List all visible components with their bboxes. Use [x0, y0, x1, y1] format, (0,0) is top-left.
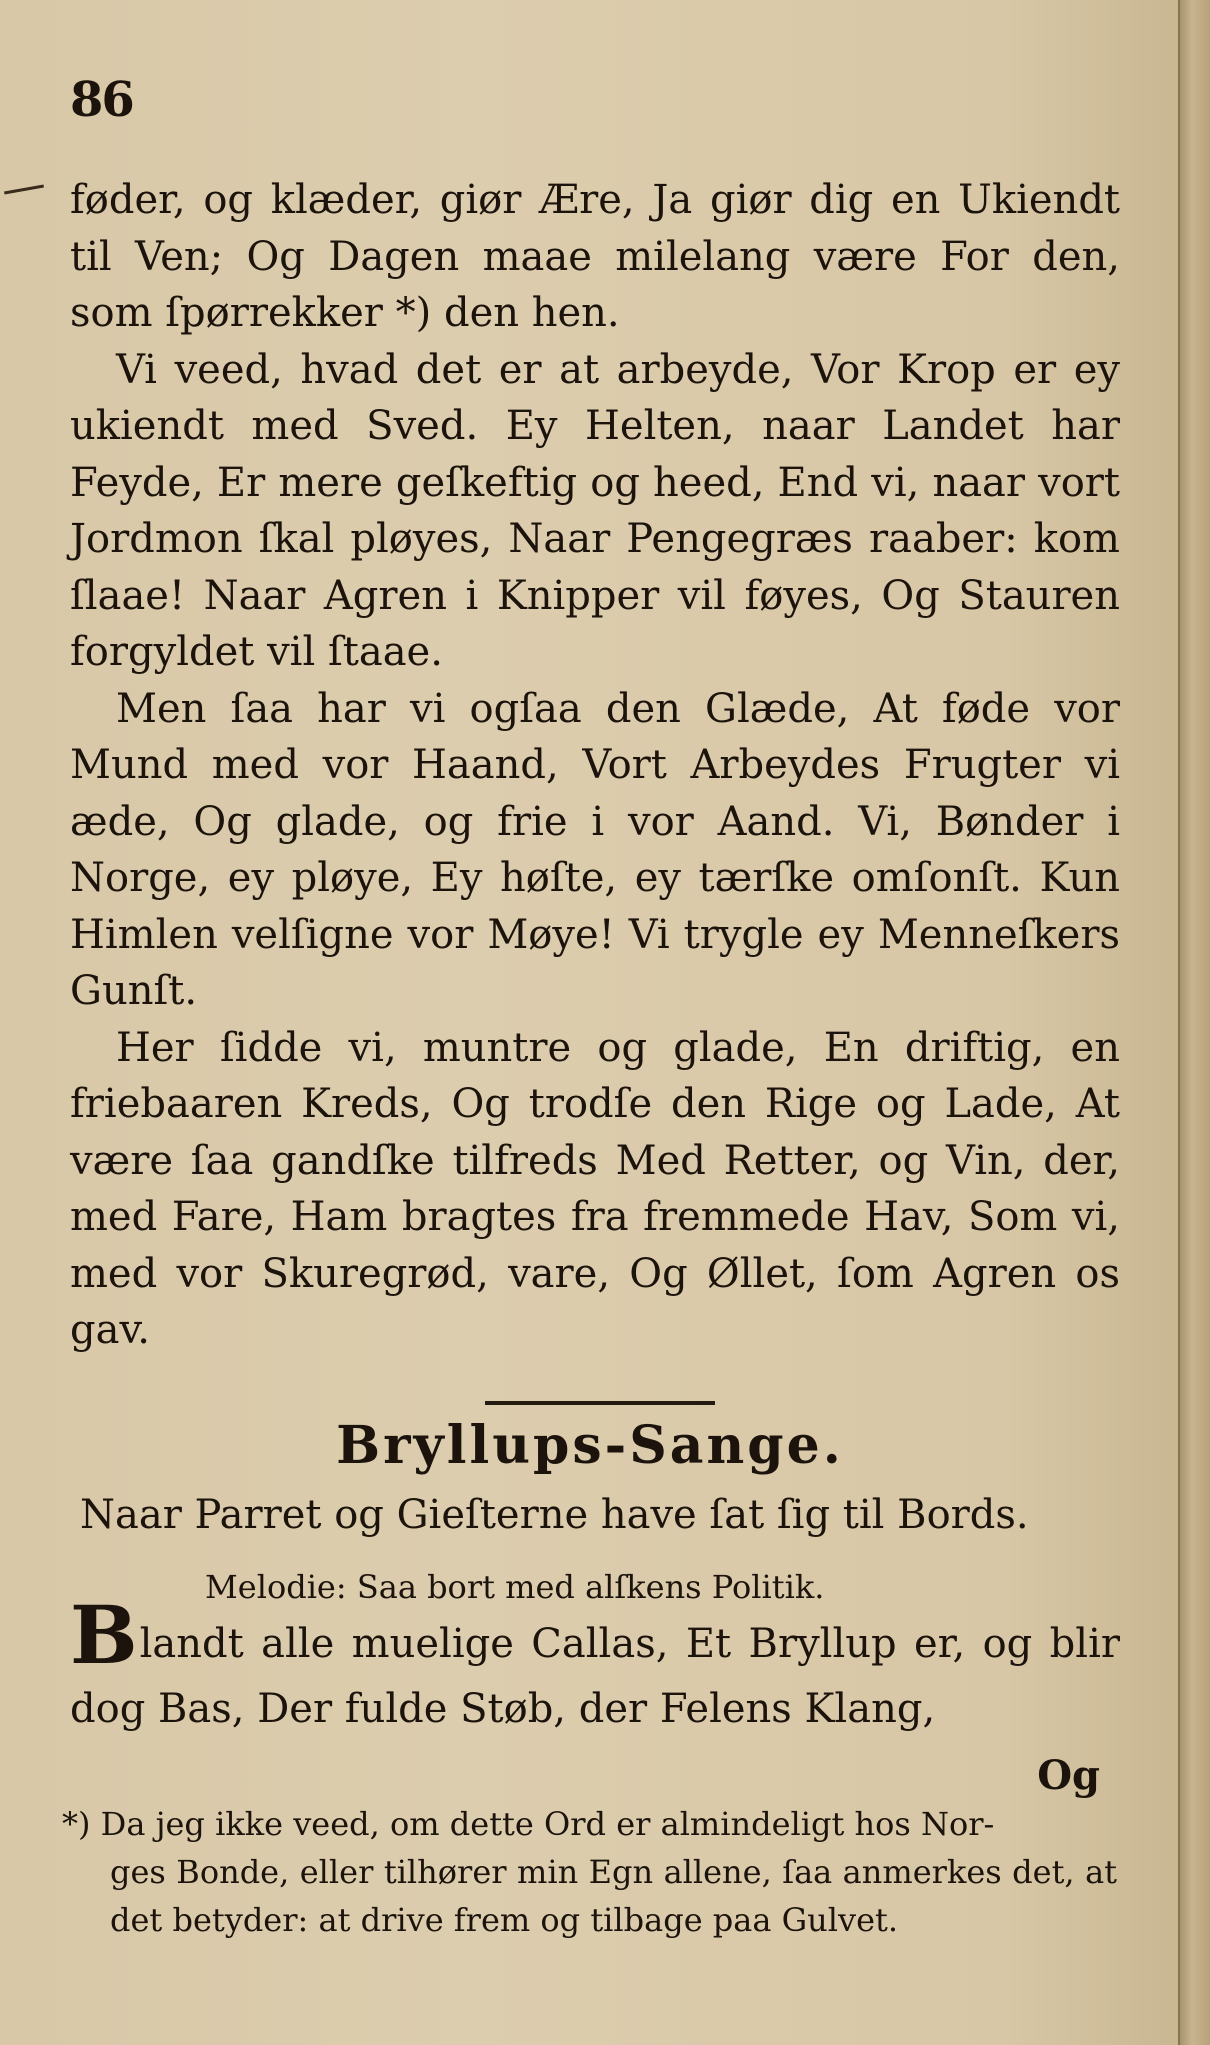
footnote — [62, 1800, 1117, 1944]
page-number: 86 — [70, 72, 133, 128]
poem-text — [70, 172, 1120, 1359]
song-lines: landt alle muelige Callas, Et Bryllup er, og blir dog Bas, Der fulde Støb, der Felens Klang, — [70, 1621, 1120, 1732]
paragraph: føder, og klæder, giør Ære, Ja giør dig en Ukiendt til Ven; Og Dagen maae milelang være For den, som ſpørrekker *) den hen. — [70, 177, 1120, 336]
section-divider — [485, 1401, 715, 1405]
section-title: Bryllups-Sange. — [336, 1415, 844, 1476]
book-gutter — [1180, 0, 1210, 2045]
paragraph: Vi veed, hvad det er at arbeyde, Vor Krop er ey ukiendt med Sved. Ey Helten, naar Landet har Feyde, Er mere geſkeftig og heed, End vi, naar vort Jordmon ſkal pløyes, Naar Pengegræs raaber: kom ſlaae! Naar Agren i Knipper vil føyes, Og Stauren forgyldet vil ſtaae. — [70, 346, 1120, 675]
margin-mark — [4, 185, 44, 195]
paragraph: Her ſidde vi, muntre og glade, En driftig, en friebaaren Kreds, Og trodſe den Rige og Lade, At være ſaa gandſke tilfreds Med Retter, og Vin, der, med Fare, Ham bragtes fra fremmede Hav, Som vi, med vor Skuregrød, vare, Og Øllet, ſom Agren os gav. — [70, 1024, 1120, 1353]
paragraph: Men ſaa har vi ogſaa den Glæde, At føde vor Mund med vor Haand, Vort Arbeydes Frugter vi æde, Og glade, og frie i vor Aand. Vi, Bønder i Norge, ey pløye, Ey høſte, ey tærſke omſonſt. Kun Himlen velſigne vor Møye! Vi trygle ey Menneſkers Gunſt. — [70, 685, 1120, 1014]
footnote-line: ges Bonde, eller tilhører min Egn allene, ſaa anmerkes det, at det betyder: at drive frem og tilbage paa Gulvet. — [110, 1853, 1117, 1939]
drop-cap: B — [70, 1588, 138, 1682]
melody-line: Melodie: Saa bort med alſkens Politik. — [205, 1568, 825, 1606]
song-subtitle: Naar Parret og Gieſterne have ſat ſig til Bords. — [80, 1492, 1029, 1538]
footnote-line: *) Da jeg ikke veed, om dette Ord er almindeligt hos Nor- — [62, 1805, 995, 1843]
song-text — [70, 1588, 1120, 1742]
catchword: Og — [1037, 1752, 1100, 1799]
